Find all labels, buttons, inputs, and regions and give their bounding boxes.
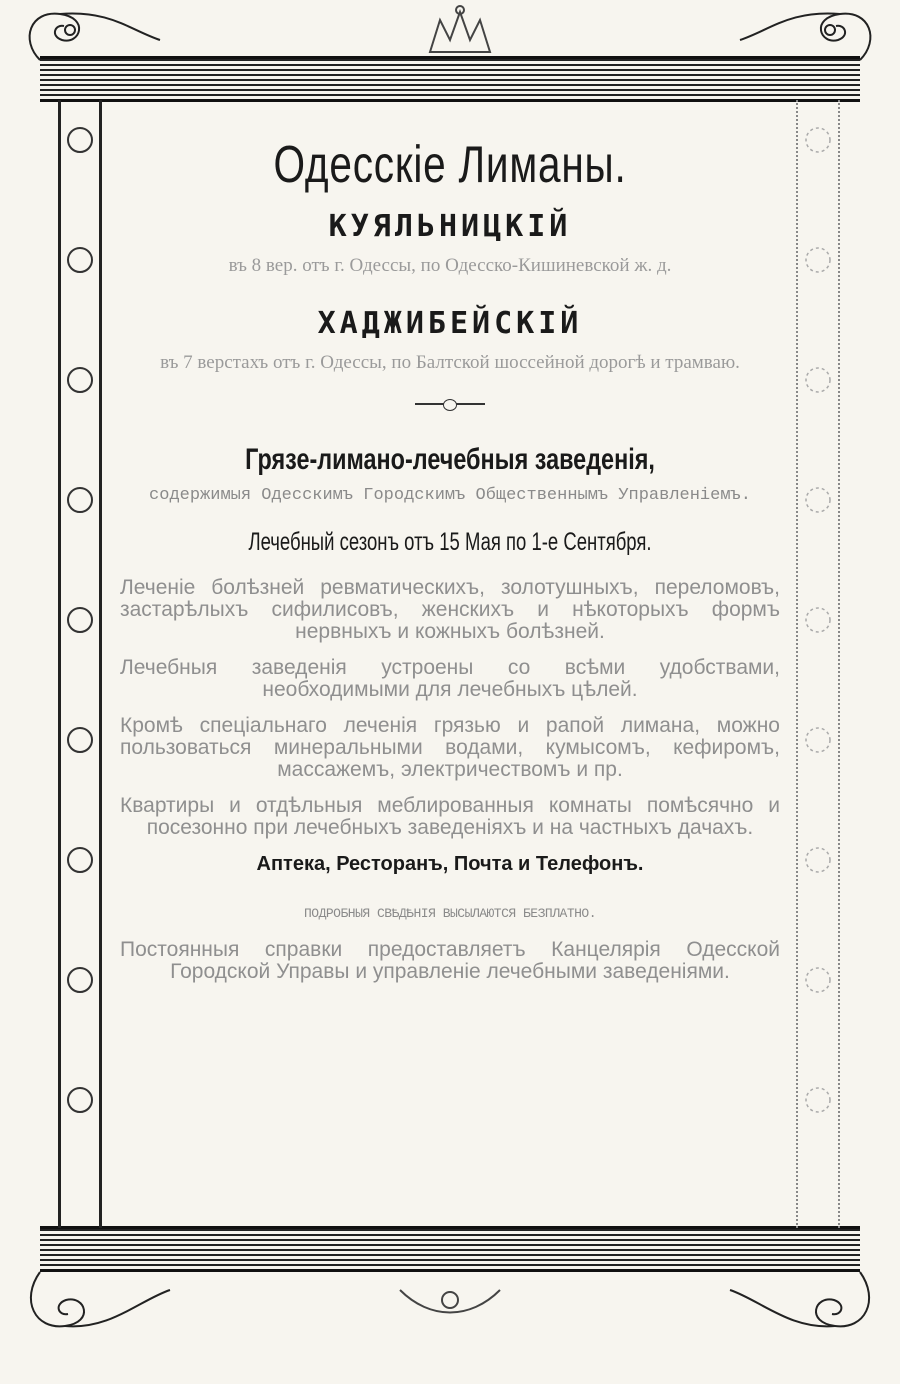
page-title: Одесскіе Лиманы. [273,136,627,194]
khadzhibey-heading: ХАДЖИБЕЙСКІЙ [317,305,583,341]
left-column-knots-icon [68,128,92,1112]
kuyalnik-distance: въ 8 вер. отъ г. Одессы, по Одесско-Кишиневской ж. д. [228,255,672,276]
right-column-knots-icon [806,128,830,1112]
references-heading: ПОДРОБНЫЯ СВѢДѢНІЯ ВЫСЫЛАЮТСЯ БЕЗПЛАТНО. [303,906,597,922]
bottom-center-ornament-icon [400,1290,500,1313]
references-text: Постоянныя справки предоставляетъ Канцелярія Одесской Городской Управы и управленіе лечебными заведеніями. [120,938,780,984]
bottom-right-flourish-icon [730,1272,869,1326]
paragraph-facilities: Лечебныя заведенія устроены со всѣми удобствами, необходимыми для лечебныхъ цѣлей. [120,655,780,701]
kuyalnik-heading: КУЯЛЬНИЦКІЙ [328,209,572,244]
top-crown-ornament-icon [430,6,490,52]
section-divider [415,403,485,405]
season-dates: Лечебный сезонъ отъ 15 Мая по 1-е Сентября. [248,527,652,556]
paragraph-treatment: Леченіе болѣзней ревматическихъ, золотушныхъ, переломовъ, застарѣлыхъ сифилисовъ, женскихъ и нѣкоторыхъ формъ нервныхъ и кожныхъ болѣзней. [120,575,780,643]
paragraph-lodging: Квартиры и отдѣльныя меблированныя комнаты помѣсячно и посезонно при лечебныхъ заведеніяхъ и на частныхъ дачахъ. [120,794,780,840]
establishments-maintained-by: содержимыя Одесскимъ Городскимъ Общественнымъ Управленіемъ. [149,485,751,505]
paragraph-extras: Кромѣ спеціальнаго леченія грязью и рапой лимана, можно пользоваться минеральными водами, кумысомъ, кефиромъ, массажемъ, электричествомъ и пр. [120,713,780,782]
advertisement-body [120,135,780,997]
top-right-flourish-icon [740,13,870,60]
establishments-heading: Грязе-лимано-лечебныя заведенія, [245,442,655,476]
amenities-line: Аптека, Ресторанъ, Почта и Телефонъ. [256,853,644,876]
bottom-left-flourish-icon [31,1272,170,1326]
khadzhibey-distance: въ 7 верстахъ отъ г. Одессы, по Балтской шоссейной дорогѣ и трамваю. [160,351,740,373]
top-left-flourish-icon [30,13,160,60]
